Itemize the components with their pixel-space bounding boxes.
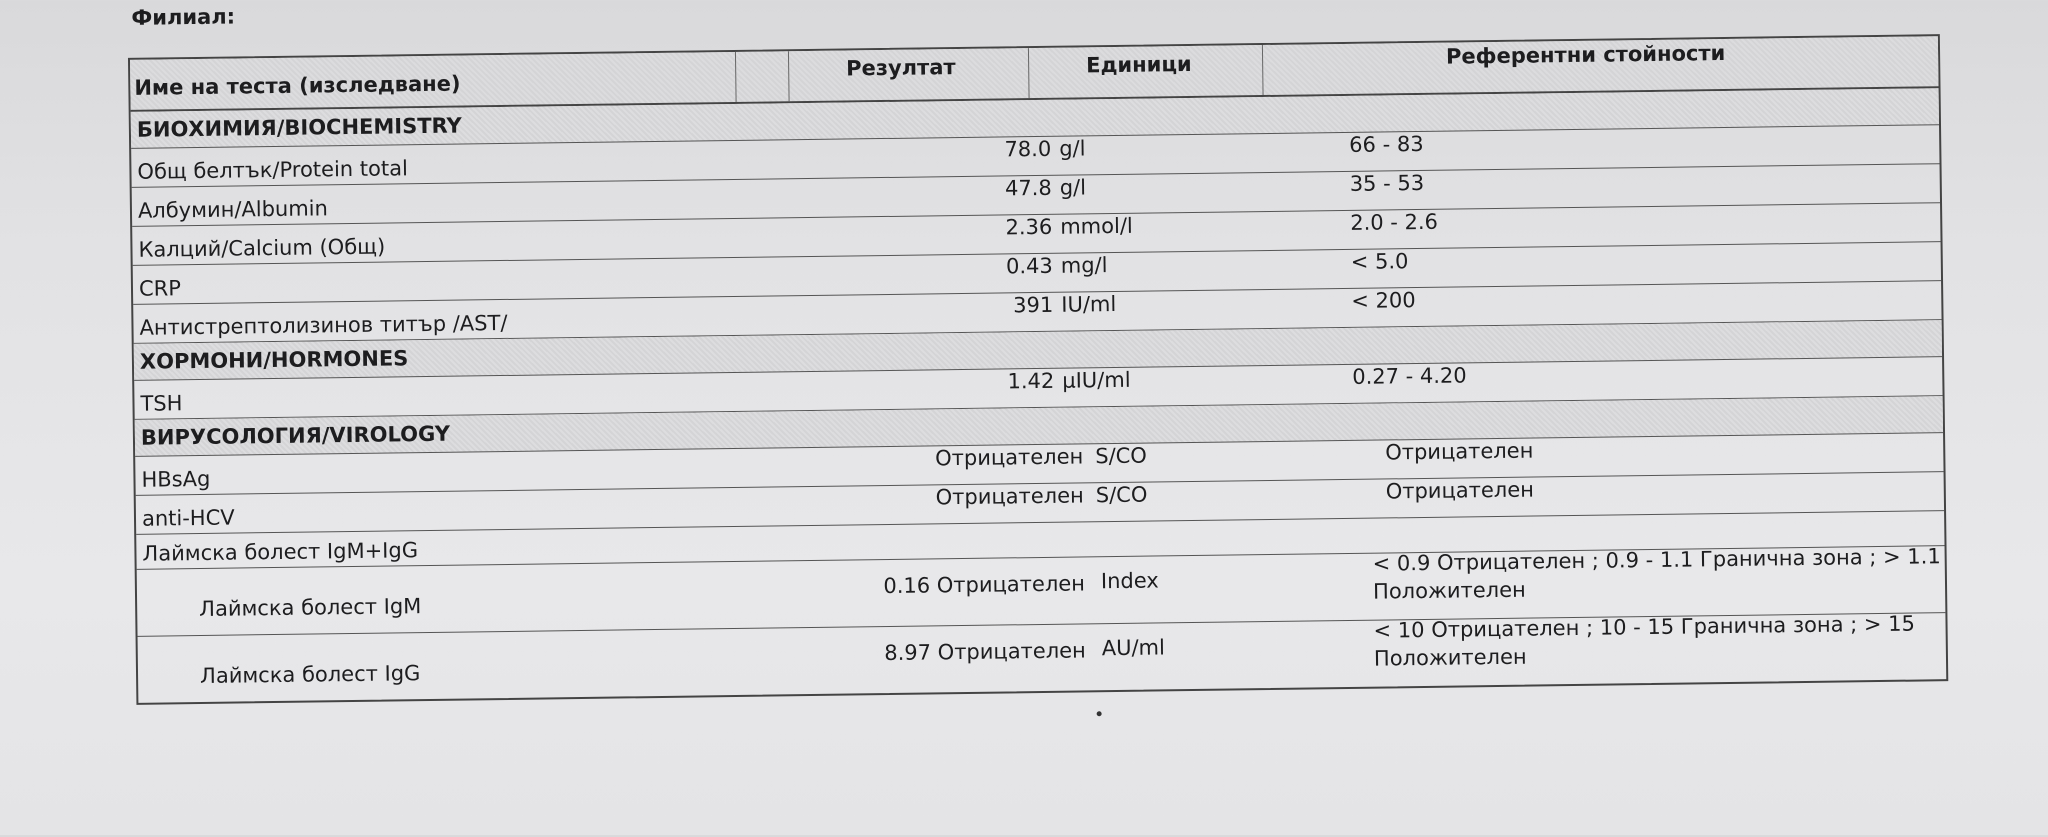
test-unit: mmol/l	[1060, 213, 1133, 239]
section-title: БИОХИМИЯ/BIOCHEMISTRY	[136, 113, 462, 142]
test-unit: S/CO	[1095, 482, 1148, 508]
test-result: 78.0	[1004, 136, 1052, 162]
test-reference: Отрицателен	[1385, 438, 1534, 465]
test-name: anti-HCV	[141, 505, 235, 531]
test-reference: 2.0 - 2.6	[1350, 209, 1439, 235]
test-name: Албумин/Albumin	[137, 196, 329, 223]
test-name: Антистрептолизинов титър /AST/	[139, 310, 508, 340]
header-result: Резултат	[846, 55, 956, 81]
test-reference: 0.27 - 4.20	[1352, 363, 1467, 389]
test-result: 8.97 Отрицателен	[884, 638, 1086, 666]
test-reference: < 10 Отрицателен ; 10 - 15 Гранична зона ; > 15 Положителен	[1373, 611, 1916, 671]
header-units: Единици	[1085, 51, 1192, 78]
results-table	[128, 34, 1948, 705]
test-unit: AU/ml	[1101, 635, 1166, 661]
header-divider	[1028, 48, 1030, 98]
section-title: ВИРУСОЛОГИЯ/VIROLOGY	[140, 421, 451, 450]
test-unit: mg/l	[1060, 253, 1108, 278]
test-reference: Отрицателен	[1385, 477, 1535, 504]
header-divider	[788, 51, 790, 101]
test-name: Общ белтък/Protein total	[137, 156, 408, 184]
test-result: 47.8	[1004, 175, 1052, 201]
print-speck	[1097, 711, 1102, 716]
test-unit: Index	[1100, 568, 1159, 594]
header-reference: Референтни стойности	[1445, 40, 1726, 69]
test-group-name: Лаймска болест IgM+IgG	[142, 538, 419, 566]
test-name: CRP	[138, 276, 182, 301]
test-result: 0.43	[1005, 253, 1053, 279]
test-result: 1.42	[1007, 368, 1055, 394]
test-result: Отрицателен	[934, 444, 1084, 471]
test-name: TSH	[140, 391, 183, 416]
test-result: 391	[1013, 292, 1054, 318]
header-test-name: Име на теста (изследване)	[134, 71, 461, 100]
test-reference: < 0.9 Отрицателен ; 0.9 - 1.1 Гранична зона ; > 1.1 Положителен	[1372, 544, 1941, 604]
test-unit: µIU/ml	[1062, 367, 1131, 393]
test-name: Лаймска болест IgM	[199, 594, 422, 622]
section-title: ХОРМОНИ/HORMONES	[139, 346, 409, 374]
test-unit: g/l	[1059, 175, 1087, 200]
header-divider	[1262, 45, 1264, 95]
test-unit: g/l	[1059, 136, 1086, 161]
test-result: Отрицателен	[935, 483, 1084, 510]
header-divider	[735, 52, 737, 102]
test-unit: S/CO	[1095, 443, 1148, 469]
test-name: Лаймска болест IgG	[199, 661, 421, 689]
branch-label: Филиал:	[131, 4, 236, 30]
test-result: 2.36	[1005, 214, 1053, 240]
test-reference: < 5.0	[1350, 249, 1409, 274]
test-unit: IU/ml	[1061, 291, 1117, 317]
test-result: 0.16 Отрицателен	[883, 571, 1086, 599]
test-name: Калций/Calcium (Общ)	[138, 234, 386, 262]
test-reference: 66 - 83	[1349, 131, 1424, 157]
test-reference: 35 - 53	[1349, 170, 1425, 196]
test-name: HBsAg	[141, 466, 211, 492]
test-reference: < 200	[1351, 288, 1416, 313]
